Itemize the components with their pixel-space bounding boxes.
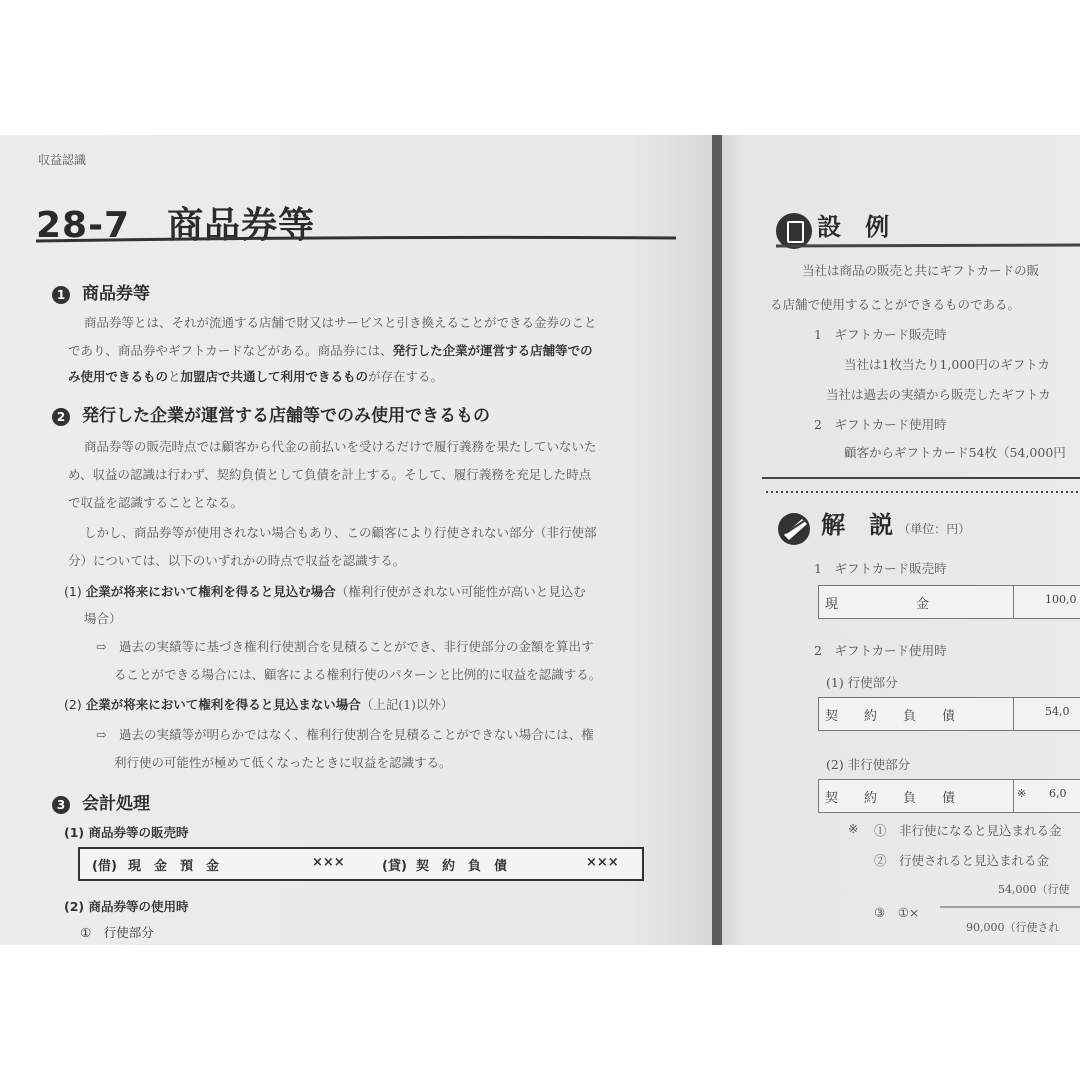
note-3-numerator: 54,000（行使 [998,883,1070,896]
example-item-2: 2 ギフトカード使用時 [814,417,947,432]
s1-line-2 [68,341,593,359]
s2-line-4: しかし、商品券等が使用されない場合もあり、この顧客により行使されない部分（非行使部 [84,525,597,540]
case-2-arrow-line-1: ⇨ 過去の実績等が明らかではなく、権利行使割合を見積ることができない場合には、権 [96,727,594,742]
running-head: 収益認識 [38,153,87,167]
note-1: ① 非行使になると見込まれる金 [874,823,1062,838]
sub-heading-use: (2) 商品券等の使用時 [64,899,189,914]
section-3-heading-text: 会計処理 [82,794,150,814]
debit-account: 現 金 預 金 [128,859,220,874]
example-item-1: 1 ギフトカード販売時 [814,327,947,342]
fraction-bar [940,905,1080,909]
note-3-lead: ③ ①× [874,905,920,920]
case-1-title: 企業が将来において権利を得ると見込む場合 [85,584,336,599]
section-title: 28-7 商品券等 [36,205,316,246]
example-item-1-body-2: 当社は過去の実績から販売したギフトカ [826,387,1051,402]
entry-2-account: 契 約 負 債 [825,709,956,724]
section-number-2: 2 [52,408,70,426]
solution-item-2: 2 ギフトカード使用時 [814,643,947,658]
case-1-arrow-line-1: ⇨ 過去の実績等に基づき権利行使割合を見積ることができ、非行使部分の金額を算出す [96,639,594,654]
solution-entry-3 [818,779,1080,813]
solution-item-1: 1 ギフトカード販売時 [814,561,947,576]
credit-amount: ××× [586,855,619,870]
credit-label: (貸) [382,859,407,874]
case-1-arrow-line-2: ることができる場合には、顧客による権利行使のパターンと比例的に収益を認識する。 [114,667,602,682]
note-2: ② 行使されると見込まれる金 [874,853,1050,868]
solution-title: 解 説 [821,511,894,539]
credit-account: 契 約 負 債 [416,859,508,874]
entry-3-account: 契 約 負 債 [825,791,956,806]
right-page [722,135,1080,945]
section-2-heading-text: 発行した企業が運営する店舗等でのみ使用できるもの [82,406,490,426]
case-2-num: (2) [64,697,86,712]
entry-3-mark: ※ [1017,787,1027,800]
entry-3-divider [1013,780,1014,812]
s1-line-3a: み使用できるもの [68,369,169,384]
case-2-title: 企業が将来において権利を得ると見込まない場合 [85,697,361,712]
solution-heading [776,505,970,547]
entry-3-amount: 6,0 [1049,787,1067,800]
entry-1-divider [1013,586,1014,618]
section-2-heading [52,401,490,426]
case-2-note: （上記(1)以外） [360,697,454,712]
entry-1-amount: 100,0 [1045,593,1077,606]
s2-line-2: め、収益の認識は行わず、契約負債として負債を計上する。そして、履行義務を充足した時点 [68,467,592,482]
solution-entry-2 [818,697,1080,731]
section-3-heading [52,789,150,814]
s1-line-3b: と [168,369,181,384]
s2-line-5: 分）については、以下のいずれかの時点で収益を認識する。 [68,553,406,568]
case-1-note-2: 場合） [84,611,122,626]
example-title: 設 例 [817,213,890,241]
s1-line-1: 商品券等とは、それが流通する店舗で財又はサービスと引き換えることができる金券のこと [84,315,597,330]
s1-line-3 [68,367,443,385]
example-underline [776,243,1080,249]
example-item-1-body: 当社は1枚当たり1,000円のギフトカ [844,357,1050,372]
example-line-1: 当社は商品の販売と共にギフトカードの販 [802,263,1040,278]
left-page [0,135,712,945]
section-number-1: 1 [52,286,70,304]
example-item-2-body: 顧客からギフトカード54枚（54,000円 [844,445,1066,460]
note-mark: ※ [848,821,859,836]
s2-line-1: 商品券等の販売時点では顧客から代金の前払いを受けるだけで履行義務を果たしていないた [84,439,597,454]
s1-line-2a: であり、商品券やギフトカードなどがある。商品券には、 [68,343,393,358]
case-1-note: （権利行使がされない可能性が高いと見込む [335,584,586,599]
solution-item-2-1: (1) 行使部分 [826,675,898,690]
example-line-2: る店舗で使用することができるものである。 [770,297,1021,312]
sub-heading-sale: (1) 商品券等の販売時 [64,825,189,840]
solution-unit: （単位：円） [898,522,971,536]
s1-line-2b: 発行した企業が運営する店舗等での [392,343,593,358]
journal-entry [78,847,644,881]
section-1-heading [52,279,150,304]
section-1-heading-text: 商品券等 [82,284,150,304]
debit-label: (借) [92,859,117,874]
solution-entry-1 [818,585,1080,619]
note-3-denominator: 90,000（行使され [966,921,1060,934]
s1-line-3c: 加盟店で共通して利用できるもの [180,369,369,384]
section-number-3: 3 [52,796,70,814]
entry-2-divider [1013,698,1014,730]
solution-dotted-rule [766,489,1080,495]
debit-amount: ××× [312,855,345,870]
case-2-heading [64,695,453,713]
case-1-num: (1) [64,584,86,599]
title-underline [36,235,676,243]
sub-heading-exercised: ① 行使部分 [80,925,154,940]
solution-item-2-2: (2) 非行使部分 [826,757,911,772]
pencil-icon [776,511,816,547]
s1-line-3d: が存在する。 [368,369,444,384]
s2-line-3: で収益を認識することとなる。 [68,495,244,510]
entry-1-account: 現 金 [825,597,930,612]
entry-2-amount: 54,0 [1045,705,1070,718]
case-1-heading [64,582,586,600]
case-2-arrow-line-2: 利行使の可能性が極めて低くなったときに収益を認識する。 [114,755,452,770]
example-bottom-rule [762,475,1080,481]
